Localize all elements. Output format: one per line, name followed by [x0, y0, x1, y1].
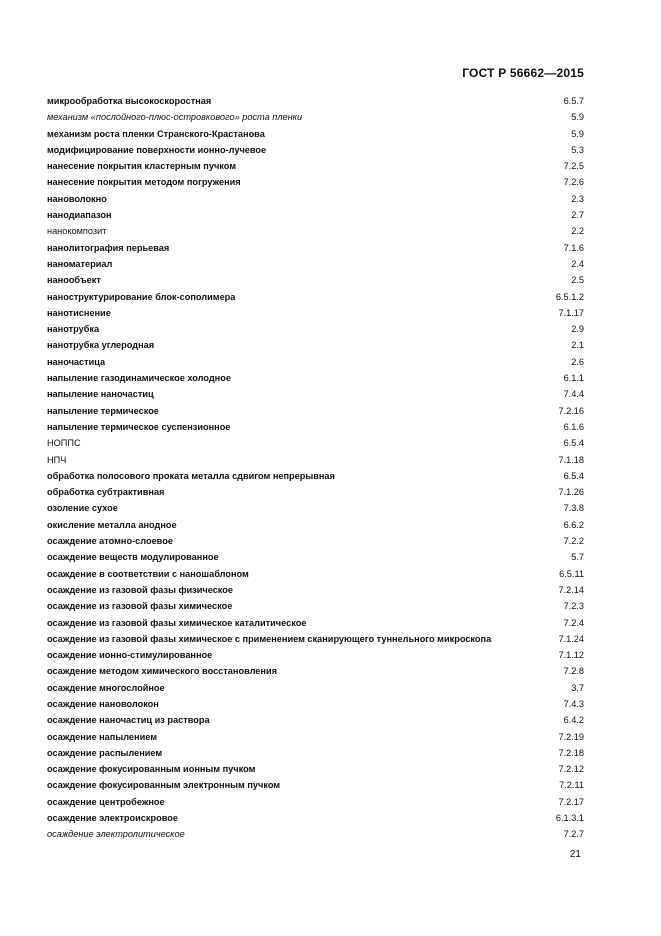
- index-entry: [47, 810, 584, 826]
- index-entry: [47, 191, 584, 207]
- index-term: осаждение фокусированным электронным пучком: [47, 780, 281, 791]
- standard-header: ГОСТ Р 56662—2015: [462, 66, 584, 80]
- index-term: напыление газодинамическое холодное: [47, 373, 231, 384]
- index-term: механизм «послойного-плюс-островкового» роста пленки: [47, 112, 303, 123]
- index-section-ref: 6.1.1: [563, 373, 584, 384]
- index-term: окисление металла анодное: [47, 519, 177, 530]
- index-entry: [47, 631, 584, 647]
- index-entry: [47, 582, 584, 598]
- index-section-ref: 7.2.3: [563, 601, 584, 612]
- index-entry: [47, 794, 584, 810]
- index-term: нанокомпозит: [47, 226, 107, 237]
- index-term: нанотрубка: [47, 324, 100, 335]
- index-term: осаждение из газовой фазы физическое: [47, 584, 234, 595]
- index-entry: [47, 403, 584, 419]
- index-entry: [47, 174, 584, 190]
- index-entry: [47, 647, 584, 663]
- index-term: осаждение из газовой фазы химическое: [47, 601, 233, 612]
- index-term: осаждение из газовой фазы химическое с применением сканирующего туннельного микроскопа: [47, 633, 492, 644]
- index-entry: [47, 696, 584, 712]
- index-term: осаждение распылением: [47, 747, 163, 758]
- index-section-ref: 7.1.18: [558, 454, 584, 465]
- index-term: осаждение нановолокон: [47, 698, 159, 709]
- index-section-ref: 3.7: [571, 682, 584, 693]
- index-section-ref: 2.2: [571, 226, 584, 237]
- index-section-ref: 7.2.11: [559, 780, 584, 791]
- index-section-ref: 6.5.4: [563, 470, 584, 481]
- index-term: напыление наночастиц: [47, 389, 154, 400]
- index-section-ref: 5.7: [571, 552, 584, 563]
- index-section-ref: 7.1.6: [563, 242, 584, 253]
- index-term: обработка полосового проката металла сдвигом непрерывная: [47, 470, 335, 481]
- index-entry: [47, 419, 584, 435]
- index-term: наноматериал: [47, 258, 113, 269]
- index-section-ref: 6.5.4: [563, 438, 584, 449]
- index-section-ref: 7.2.2: [563, 536, 584, 547]
- index-section-ref: 5.9: [571, 112, 584, 123]
- index-section-ref: 2.5: [571, 275, 584, 286]
- index-term: микрообработка высокоскоростная: [47, 96, 212, 106]
- index-section-ref: 7.1.24: [558, 633, 584, 644]
- index-entry: [47, 370, 584, 386]
- index-section-ref: 2.7: [571, 210, 584, 221]
- index-entry: [47, 354, 584, 370]
- index-term: нановолокно: [47, 193, 107, 204]
- index-entry: [47, 321, 584, 337]
- index-entry: [47, 207, 584, 223]
- index-entry: [47, 223, 584, 239]
- index-entry: [47, 484, 584, 500]
- index-term: нанодиапазон: [47, 210, 112, 221]
- index-entry: [47, 680, 584, 696]
- index-section-ref: 5.3: [571, 144, 584, 155]
- index-entry: [47, 729, 584, 745]
- index-section-ref: 7.2.18: [558, 747, 584, 758]
- index-entry: [47, 158, 584, 174]
- index-term: нанолитография перьевая: [47, 242, 170, 253]
- index-term: осаждение в соответствии с наношаблоном: [47, 568, 249, 579]
- index-section-ref: 7.3.8: [563, 503, 584, 514]
- index-term: нанесение покрытия кластерным пучком: [47, 161, 237, 172]
- index-entry: [47, 598, 584, 614]
- index-entry: [47, 761, 584, 777]
- index-section-ref: 7.2.5: [563, 161, 584, 172]
- index-term: НОППС: [47, 438, 81, 449]
- index-entry: [47, 93, 584, 109]
- index-term: нанотиснение: [47, 307, 111, 318]
- index-term: озоление сухое: [47, 503, 118, 514]
- index-entry: [47, 305, 584, 321]
- index-section-ref: 2.1: [571, 340, 584, 351]
- index-entry: [47, 142, 584, 158]
- index-term: осаждение центробежное: [47, 796, 165, 807]
- index-section-ref: 7.4.4: [563, 389, 584, 400]
- index-term: напыление термическое суспензионное: [47, 421, 231, 432]
- index-section-ref: 6.5.11: [559, 568, 584, 579]
- index-entry: [47, 435, 584, 451]
- index-entry: [47, 240, 584, 256]
- index-term: осаждение фокусированным ионным пучком: [47, 764, 256, 775]
- index-term: осаждение напылением: [47, 731, 157, 742]
- index-section-ref: 2.9: [571, 324, 584, 335]
- index-entry: [47, 566, 584, 582]
- index-section-ref: 6.5.1.2: [555, 291, 584, 302]
- index-section-ref: 6.6.2: [563, 519, 584, 530]
- index-section-ref: 6.1.6: [563, 421, 584, 432]
- index-section-ref: 2.3: [571, 193, 584, 204]
- index-term: наночастица: [47, 356, 106, 367]
- index-section-ref: 6.4.2: [563, 715, 584, 726]
- index-term: осаждение многослойное: [47, 682, 165, 693]
- index-term: осаждение веществ модулированное: [47, 552, 219, 563]
- index-term: нанотрубка углеродная: [47, 340, 155, 351]
- index-term: осаждение электроискровое: [47, 813, 178, 824]
- term-index-list: [47, 93, 584, 843]
- index-term: осаждение методом химического восстановления: [47, 666, 277, 677]
- index-entry: [47, 745, 584, 761]
- index-entry: [47, 289, 584, 305]
- index-section-ref: 7.2.19: [558, 731, 584, 742]
- index-entry: [47, 452, 584, 468]
- index-term: осаждение ионно-стимулированное: [47, 650, 213, 661]
- index-section-ref: 7.2.6: [563, 177, 584, 188]
- index-section-ref: 2.4: [571, 258, 584, 269]
- index-section-ref: 7.1.12: [558, 650, 584, 661]
- index-term: НПЧ: [47, 454, 67, 465]
- index-term: напыление термическое: [47, 405, 159, 416]
- index-entry: [47, 386, 584, 402]
- index-section-ref: 5.9: [571, 128, 584, 139]
- index-entry: [47, 533, 584, 549]
- index-section-ref: 7.1.17: [558, 307, 584, 318]
- index-section-ref: 7.2.14: [558, 584, 584, 595]
- index-term: наноструктурирование блок-сополимера: [47, 291, 236, 302]
- index-entry: [47, 109, 584, 125]
- index-section-ref: 7.2.8: [563, 666, 584, 677]
- index-entry: [47, 777, 584, 793]
- index-term: нанообъект: [47, 275, 101, 286]
- index-entry: [47, 615, 584, 631]
- index-entry: [47, 712, 584, 728]
- index-entry: [47, 126, 584, 142]
- index-entry: [47, 500, 584, 516]
- index-section-ref: 7.2.16: [558, 405, 584, 416]
- index-section-ref: 7.2.4: [563, 617, 584, 628]
- index-entry: [47, 517, 584, 533]
- index-term: обработка субтрактивная: [47, 487, 165, 498]
- index-section-ref: 6.1.3.1: [555, 813, 584, 824]
- index-entry: [47, 468, 584, 484]
- index-entry: [47, 337, 584, 353]
- index-entry: [47, 663, 584, 679]
- index-term: осаждение из газовой фазы химическое каталитическое: [47, 617, 307, 628]
- index-section-ref: 7.2.7: [563, 829, 584, 840]
- index-term: нанесение покрытия методом погружения: [47, 177, 241, 188]
- index-section-ref: 7.4.3: [563, 698, 584, 709]
- index-section-ref: 7.2.12: [558, 764, 584, 775]
- index-section-ref: 7.2.17: [558, 796, 584, 807]
- index-term: механизм роста пленки Странского-Крастанова: [47, 128, 265, 139]
- index-entry: [47, 826, 584, 842]
- index-entry: [47, 549, 584, 565]
- page-number: 21: [569, 849, 581, 860]
- index-entry: [47, 256, 584, 272]
- index-section-ref: 6.5.7: [563, 96, 584, 106]
- index-entry: [47, 272, 584, 288]
- index-term: осаждение наночастиц из раствора: [47, 715, 210, 726]
- index-term: осаждение атомно-слоевое: [47, 536, 173, 547]
- index-term: модифицирование поверхности ионно-лучевое: [47, 144, 267, 155]
- index-section-ref: 7.1.26: [558, 487, 584, 498]
- index-term: осаждение электролитическое: [47, 829, 185, 840]
- index-section-ref: 2.6: [571, 356, 584, 367]
